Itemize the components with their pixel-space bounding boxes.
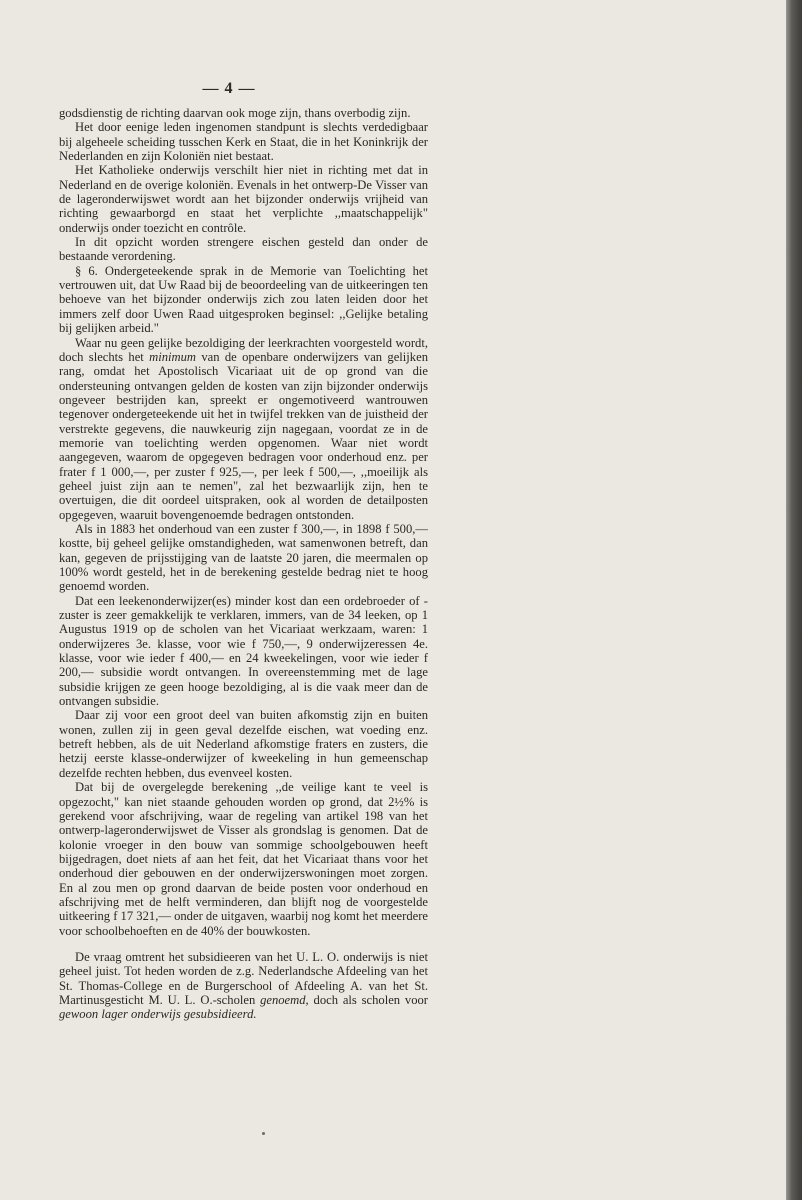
paragraph: Dat een leekenonderwijzer(es) minder kost dan een ordebroeder of -zuster is zeer gemakkelijk te verklaren, immers, van de 34 leeken, op 1 Augustus 1919 op de scholen van het Vicariaat werkzaam, waren: 1 onderwijzeres 3e. klasse, voor wie f 750,—, 9 onderwijzeressen 4e. klasse, voor wie ieder f 400,— en 24 kweekelingen, voor wie ieder f 200,— subsidie wordt ontvangen. In overeenstemming met de lage subsidie krijgen ze geen hooge bezoldiging, al is die vaak meer dan de ontvangen subsidie. — [59, 593, 428, 709]
paragraph: In dit opzicht worden strengere eischen gesteld dan onder de bestaande verordening. — [59, 235, 428, 264]
paragraph: § 6. Ondergeteekende sprak in de Memorie van Toelichting het vertrouwen uit, dat Uw Raad bij de beoordeeling van de uitkeeringen ten behoeve van het bijzonder onderwijs zich zou laten leiden door het immers zelf door Uwen Raad uitgesproken beginsel: ,,Gelijke betaling bij gelijken arbeid." — [59, 263, 428, 336]
paragraph-text: doch als scholen voor — [308, 992, 428, 1007]
paragraph-text: De vraag omtrent het subsidieeren van het U. L. O. onderwijs is niet geheel juist. Tot heden worden de z.g. Nederlandsche Afdeeling van het St. Thomas-College en de Burgerschool of Afdeeling A. van het St. Martinusgesticht M. U. L. O.-scholen — [59, 949, 428, 1007]
paragraph-text: Waar nu geen gelijke bezoldiging der leerkrachten voorgesteld wordt, doch slechts het — [59, 335, 428, 364]
body-text — [59, 106, 428, 1022]
paragraph — [59, 950, 428, 1022]
page-number: — 4 — — [202, 80, 256, 97]
italic-term: gewoon lager onderwijs gesubsidieerd. — [59, 1007, 257, 1022]
paragraph: Het Katholieke onderwijs verschilt hier niet in richting met dat in Nederland en de overige koloniën. Evenals in het ontwerp-De Visser van de lageronderwijswet wordt aan het bijzonder onderwijs vrijheid van richting gewaarborgd en staat het verplichte ,,maatschappelijk" onderwijs onder toezicht en contrôle. — [59, 163, 428, 235]
paragraph: godsdienstig de richting daarvan ook moge zijn, thans overbodig zijn. — [59, 106, 411, 120]
paragraph: Dat bij de overgelegde berekening ,,de veilige kant te veel is opgezocht," kan niet staande gehouden worden op grond, dat 2½% is gerekend voor afschrijving, waar de regeling van artikel 198 van het ontwerp-lageronderwijswet de Visser als grondslag is genomen. Dat de kolonie vroeger in den bouw van sommige schoolgebouwen heeft bijgedragen, doet niets af aan het feit, dat het Vicariaat thans voor het onderhoud dier gebouwen en der onderwijzerswoningen moet zorgen. En al zou men op grond daarvan de beide posten voor onderhoud en afschrijving met de helft verminderen, dan blijft nog de voorgestelde uitkeering f 17 321,— onder de uitgaven, waarbij nog komt het meerdere voor schoolbehoeften en de 40% der bouwkosten. — [59, 780, 428, 938]
italic-term: genoemd, — [260, 992, 309, 1007]
paragraph-text: van de openbare onderwijzers van gelijken rang, omdat het Apostolisch Vicariaat uit de op grond van die ondersteuning ontvangen gelden de kosten van zijn bijzonder onderwijs ongeveer bestrijden kan, spreekt er ongemotiveerd wantrouwen tegenover ondergeteekende uit het in twijfel trekken van de juistheid der verstrekte gegevens, die nauwkeurig zijn nagegaan, voordat ze in de memorie van toelichting werden opgenomen. Waar niet wordt aangegeven, waarom de opgegeven bedragen voor onderhoud enz. per frater f 1 000,—, per zuster f 925,—, per leek f 500,—, ,,moeilijk als geheel juist zijn aan te nemen", zal het bezwaarlijk zijn, hen te overtuigen, die dit oordeel uitspraken, ook al worden de detailposten opgegeven, waaruit bovengenoemde bedragen ontstonden. — [59, 349, 428, 522]
paragraph: Daar zij voor een groot deel van buiten afkomstig zijn en buiten wonen, zullen zij in geen geval dezelfde eischen, wat voeding enz. betreft hebben, als de uit Nederland afkomstige fraters en zusters, die hetzij eerste klasse-onderwijzer of kweekeling in hun gemeenschap dezelfde rechten hebben, dus evenveel kosten. — [59, 708, 428, 780]
paragraph: Als in 1883 het onderhoud van een zuster f 300,—, in 1898 f 500,— kostte, bij geheel gelijke omstandigheden, wat samenwonen betreft, dan kan, gegeven de prijsstijging van de laatste 20 jaren, die meermalen op 100% wordt gesteld, het in de berekening gestelde bedrag niet te hoog genoemd worden. — [59, 521, 428, 594]
paragraph — [59, 336, 428, 522]
ink-speck — [262, 1132, 265, 1135]
book-binding-edge — [786, 0, 802, 1200]
paragraph: Het door eenige leden ingenomen standpunt is slechts verdedigbaar bij algeheele scheiding tusschen Kerk en Staat, die in het Koninkrijk der Nederlanden en zijn Koloniën niet bestaat. — [59, 120, 428, 164]
italic-term: minimum — [149, 349, 197, 364]
